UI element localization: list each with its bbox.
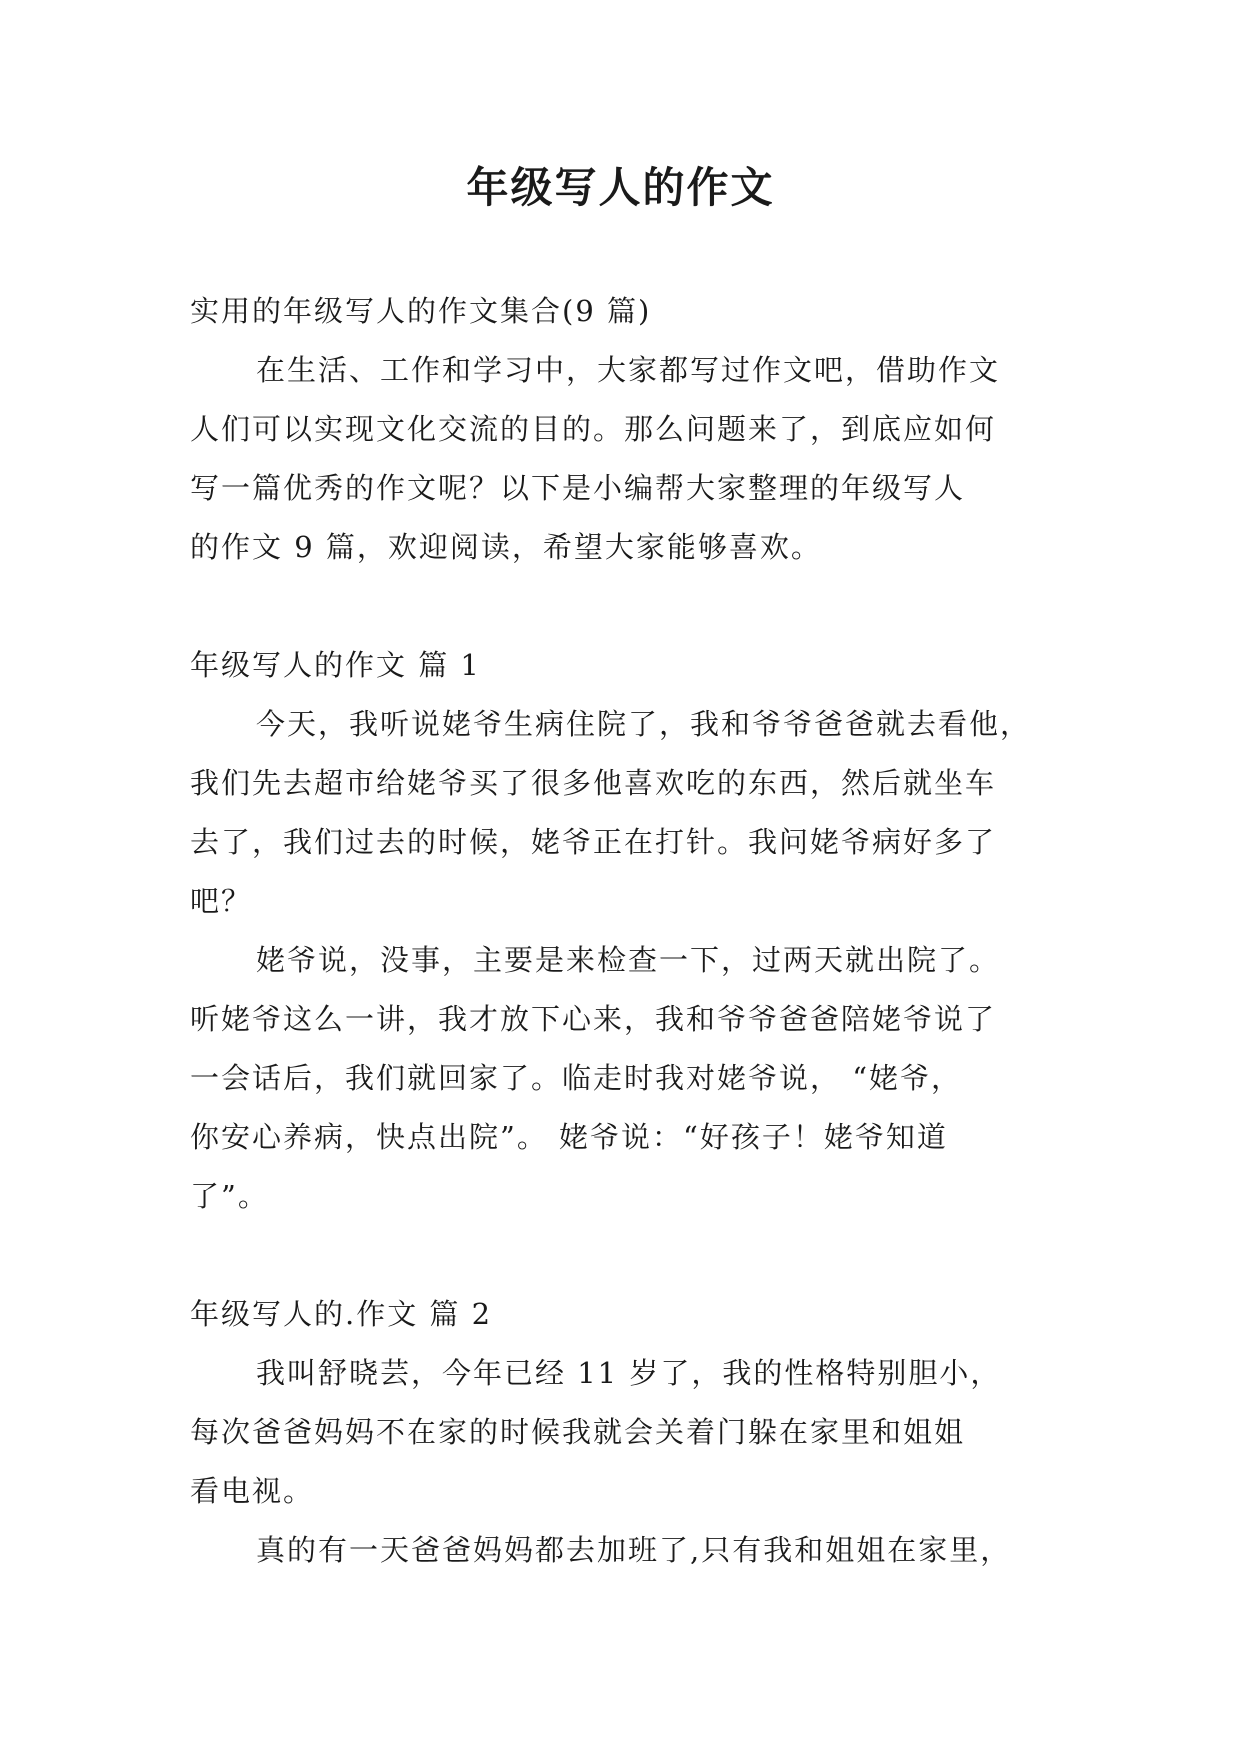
paragraph-line: 吧？ [190, 884, 253, 918]
paragraph-line: 我们先去超市给姥爷买了很多他喜欢吃的东西，然后就坐车 [190, 766, 997, 800]
paragraph-line: 听姥爷这么一讲，我才放下心来，我和爷爷爸爸陪姥爷说了 [190, 1002, 997, 1036]
paragraph-line: 今天，我听说姥爷生病住院了，我和爷爷爸爸就去看他， [256, 707, 1032, 741]
paragraph-line: 去了，我们过去的时候，姥爷正在打针。我问姥爷病好多了 [190, 825, 997, 859]
document-subtitle: 实用的年级写人的作文集合(9 篇) [190, 294, 652, 328]
section-heading-2: 年级写人的.作文 篇 2 [190, 1297, 493, 1331]
intro-line: 写一篇优秀的作文呢？以下是小编帮大家整理的年级写人 [190, 471, 966, 505]
intro-line: 人们可以实现文化交流的目的。那么问题来了，到底应如何 [190, 412, 997, 446]
paragraph-line: 真的有一天爸爸妈妈都去加班了,只有我和姐姐在家里， [256, 1533, 1012, 1567]
paragraph-line: 看电视。 [190, 1474, 315, 1508]
paragraph-line: 我叫舒晓芸，今年已经 11 岁了，我的性格特别胆小， [256, 1356, 1002, 1390]
document-body [190, 282, 1070, 1580]
paragraph-line: 了”。 [190, 1179, 269, 1213]
section-heading-1: 年级写人的作文 篇 1 [190, 648, 481, 682]
paragraph-line: 每次爸爸妈妈不在家的时候我就会关着门躲在家里和姐姐 [190, 1415, 966, 1449]
paragraph-line: 一会话后，我们就回家了。临走时我对姥爷说， “姥爷， [190, 1061, 963, 1095]
paragraph-line: 姥爷说，没事，主要是来检查一下，过两天就出院了。 [256, 943, 1001, 977]
paragraph-line: 你安心养病，快点出院”。 姥爷说：“好孩子！姥爷知道 [190, 1120, 948, 1154]
spacer [190, 577, 1070, 636]
intro-line: 在生活、工作和学习中，大家都写过作文吧，借助作文 [256, 353, 1001, 387]
intro-line: 的作文 9 篇，欢迎阅读，希望大家能够喜欢。 [190, 530, 822, 564]
document-title: 年级写人的作文 [466, 163, 775, 212]
spacer [190, 1226, 1070, 1285]
